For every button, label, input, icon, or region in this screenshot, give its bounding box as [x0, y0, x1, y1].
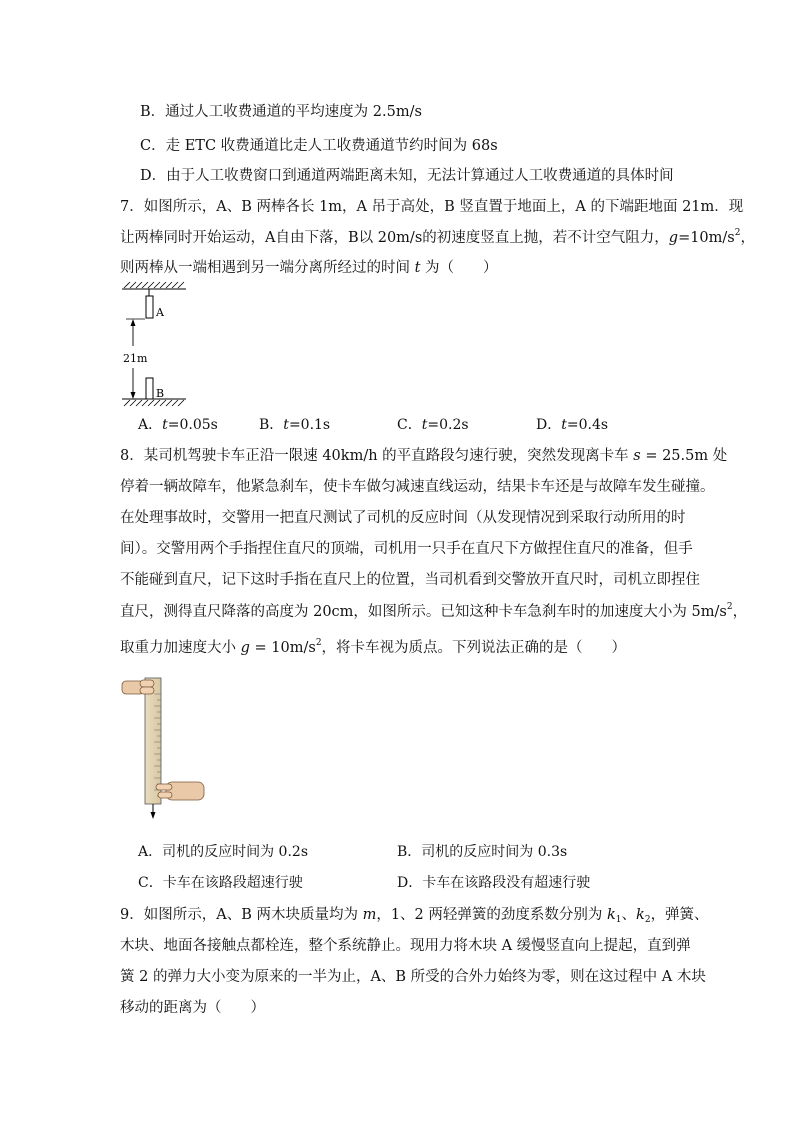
q7-choice-a[interactable]: A．t=0.05s: [138, 417, 218, 433]
rod-a-label: A: [156, 306, 164, 319]
q9-stem-line2: 木块、地面各接触点都栓连，整个系统静止。现用力将木块 A 缓慢竖直向上提起，直到弹: [120, 938, 691, 954]
q6-option-d: D．由于人工收费窗口到通道两端距离未知，无法计算通过人工收费通道的具体时间: [140, 168, 674, 184]
q7-choice-d[interactable]: D．t=0.4s: [536, 417, 609, 433]
q7-choice-b[interactable]: B．t=0.1s: [259, 417, 331, 433]
q7-choice-c[interactable]: C．t=0.2s: [397, 417, 469, 433]
top-hand-icon: [122, 680, 154, 694]
rod-b: [146, 378, 153, 399]
q8-choice-d[interactable]: D．卡车在该路段没有超速行驶: [397, 875, 591, 891]
q6-option-b: B．通过人工收费通道的平均速度为 2.5m/s: [140, 104, 422, 120]
q9-stem-line1: 9．如图所示，A、B 两木块质量均为 m，1、2 两轻弹簧的劲度系数分别为 $k_1$、$k_2$，弹簧、: [120, 907, 709, 925]
q8-stem-line7: 取重力加速度大小 $g = 10m/s^2$，将卡车视为质点。下列说法正确的是（ ）: [120, 638, 627, 656]
rod-a: [146, 296, 153, 318]
distance-label: 21m: [123, 352, 148, 365]
q8-choice-a[interactable]: A．司机的反应时间为 0.2s: [138, 844, 309, 860]
q8-stem-line6: 直尺，测得直尺降落的高度为 20cm，如图所示。已知这种卡车急刹车时的加速度大小为 $5m/s^2$，: [120, 602, 748, 620]
down-arrow-icon: [151, 812, 156, 819]
q8-stem-line3: 在处理事故时，交警用一把直尺测试了司机的反应时间（从发现情况到采取行动所用的时: [120, 510, 686, 526]
rod-b-label: B: [156, 387, 165, 400]
q8-stem-line2: 停着一辆故障车，他紧急刹车，使卡车做匀减速直线运动，结果卡车还是与故障车发生碰撞。: [120, 479, 715, 495]
q8-figure-ruler: [118, 672, 210, 820]
q7-figure-rods: [118, 280, 192, 410]
q7-stem-line3: 则两棒从一端相遇到另一端分离所经过的时间 t 为（ ）: [120, 260, 498, 276]
q9-stem-line4: 移动的距离为（ ）: [120, 1000, 265, 1016]
q8-stem-line5: 不能碰到直尺，记下这时手指在直尺上的位置，当司机看到交警放开直尺时，司机立即捏住: [120, 572, 700, 588]
q8-stem-line1: 8．某司机驾驶卡车正沿一限速 40km/h 的平直路段匀速行驶，突然发现离卡车 s = 25.5m 处: [120, 448, 728, 464]
q8-choice-b[interactable]: B．司机的反应时间为 0.3s: [397, 844, 568, 860]
q6-option-c: C．走 ETC 收费通道比走人工收费通道节约时间为 68s: [140, 138, 498, 154]
q8-choice-c[interactable]: C．卡车在该路段超速行驶: [138, 875, 303, 891]
q7-stem-line1: 7．如图所示，A、B 两棒各长 1m，A 吊于高处，B 竖直置于地面上，A 的下端距地面 21m．现: [120, 199, 744, 215]
q9-stem-line3: 簧 2 的弹力大小变为原来的一半为止，A、B 所受的合外力始终为零，则在这过程中 A 木块: [120, 969, 706, 985]
bottom-hand-icon: [156, 782, 204, 800]
q8-stem-line4: 间）。交警用两个手指捏住直尺的顶端，司机用一只手在直尺下方做捏住直尺的准备，但手: [120, 541, 693, 557]
q7-stem-line2: 让两棒同时开始运动，A自由下落，B以 20m/s的初速度竖直上抛，若不计空气阻力，$g=10m/s^2$，: [120, 228, 755, 246]
